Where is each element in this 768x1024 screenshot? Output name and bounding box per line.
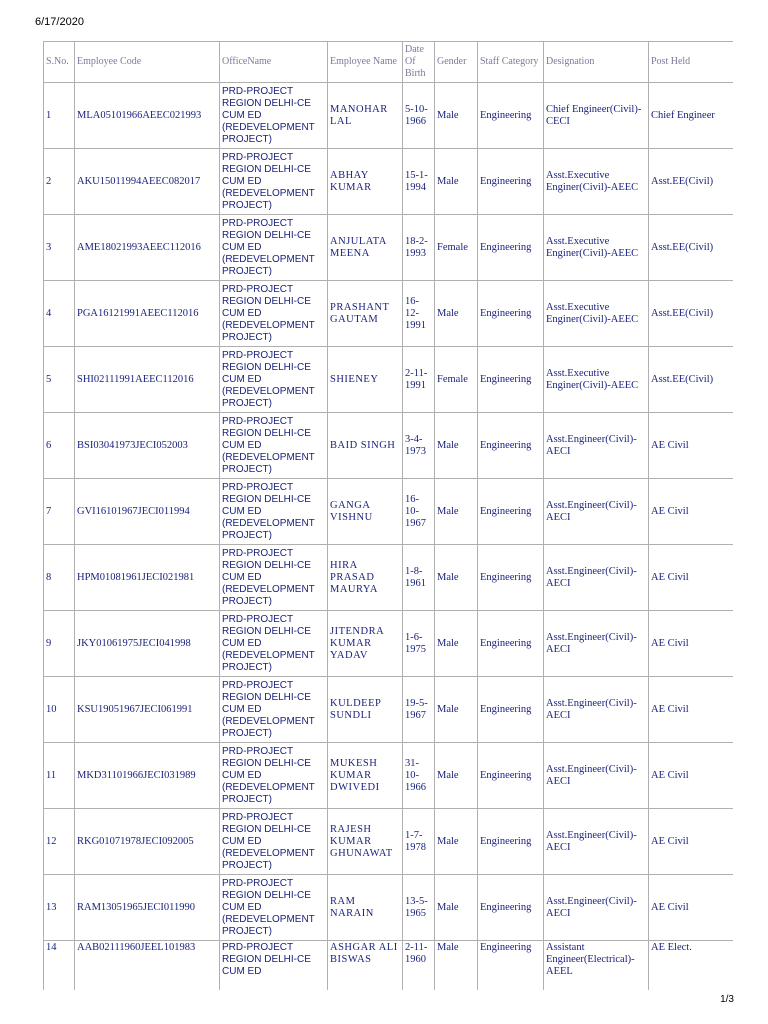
table-cell: 10 [44,677,75,743]
table-cell: PRD-PROJECT REGION DELHI-CE CUM ED (REDEVELOPMENT PROJECT) [220,611,328,677]
table-cell: 13 [44,875,75,941]
table-cell: KSU19051967JECI061991 [75,677,220,743]
table-cell: Male [435,413,478,479]
table-cell: AE Civil [649,479,734,545]
table-cell: Asst.Engineer(Civil)-AECI [544,677,649,743]
table-cell: Asst.Engineer(Civil)-AECI [544,413,649,479]
table-cell: AE Civil [649,743,734,809]
table-cell: 1-7-1978 [403,809,435,875]
table-cell: AE Civil [649,875,734,941]
table-cell: Asst.Executive Enginer(Civil)-AEEC [544,347,649,413]
table-cell: PRD-PROJECT REGION DELHI-CE CUM ED (REDEVELOPMENT PROJECT) [220,281,328,347]
table-cell: SHI02111991AEEC112016 [75,347,220,413]
table-cell: 16-10-1967 [403,479,435,545]
table-cell: 13-5-1965 [403,875,435,941]
table-cell: Engineering [478,809,544,875]
table-row [44,83,734,149]
table-cell: 31-10-1966 [403,743,435,809]
table-cell: JKY01061975JECI041998 [75,611,220,677]
table-cell: AE Civil [649,413,734,479]
table-cell: SHIENEY [328,347,403,413]
table-cell: 6 [44,413,75,479]
table-cell: 2 [44,149,75,215]
column-header: S.No. [44,42,75,83]
table-cell: Asst.EE(Civil) [649,347,734,413]
table-cell: Asst.Engineer(Civil)-AECI [544,809,649,875]
print-date: 6/17/2020 [35,16,84,28]
table-cell: GVI16101967JECI011994 [75,479,220,545]
table-cell: 3-4-1973 [403,413,435,479]
table-cell: Male [435,83,478,149]
table-cell: 14 [44,941,75,991]
table-cell: Engineering [478,347,544,413]
table-cell: PRD-PROJECT REGION DELHI-CE CUM ED (REDEVELOPMENT PROJECT) [220,215,328,281]
table-cell: ABHAY KUMAR [328,149,403,215]
table-cell: PRD-PROJECT REGION DELHI-CE CUM ED (REDEVELOPMENT PROJECT) [220,347,328,413]
table-cell: RAJESH KUMAR GHUNAWAT [328,809,403,875]
column-header: Employee Code [75,42,220,83]
table-row [44,149,734,215]
table-header-row [44,42,734,83]
table-cell: Engineering [478,215,544,281]
table-row [44,347,734,413]
table-cell: Asst.Executive Enginer(Civil)-AEEC [544,281,649,347]
table-cell: Engineering [478,611,544,677]
table-cell: PRD-PROJECT REGION DELHI-CE CUM ED (REDEVELOPMENT PROJECT) [220,479,328,545]
table-cell: PRD-PROJECT REGION DELHI-CE CUM ED (REDEVELOPMENT PROJECT) [220,83,328,149]
table-cell: Male [435,545,478,611]
table-cell: Male [435,611,478,677]
table-cell: Asst.Engineer(Civil)-AECI [544,875,649,941]
table-cell: 7 [44,479,75,545]
table-cell: MKD31101966JECI031989 [75,743,220,809]
table-cell: 1-8-1961 [403,545,435,611]
table-cell: AAB02111960JEEL101983 [75,941,220,991]
table-cell: PRD-PROJECT REGION DELHI-CE CUM ED (REDEVELOPMENT PROJECT) [220,149,328,215]
table-cell: Asst.Executive Enginer(Civil)-AEEC [544,215,649,281]
employee-table [43,41,733,990]
table-cell: Engineering [478,677,544,743]
table-cell: MLA05101966AEEC021993 [75,83,220,149]
table-cell: 5-10-1966 [403,83,435,149]
employee-table-container [43,41,733,990]
table-cell: Male [435,743,478,809]
table-cell: 1-6-1975 [403,611,435,677]
table-cell: 16-12-1991 [403,281,435,347]
column-header: Post Held [649,42,734,83]
table-cell: MUKESH KUMAR DWIVEDI [328,743,403,809]
table-cell: 19-5-1967 [403,677,435,743]
table-cell: Asst.EE(Civil) [649,215,734,281]
table-cell: Female [435,215,478,281]
table-cell: 5 [44,347,75,413]
table-cell: BAID SINGH [328,413,403,479]
table-cell: Female [435,347,478,413]
table-cell: Male [435,149,478,215]
table-row [44,479,734,545]
table-cell: BSI03041973JECI052003 [75,413,220,479]
table-cell: Engineering [478,281,544,347]
table-cell: Asst.Engineer(Civil)-AECI [544,611,649,677]
table-row [44,941,734,991]
table-cell: 3 [44,215,75,281]
table-cell: JITENDRA KUMAR YADAV [328,611,403,677]
table-cell: AME18021993AEEC112016 [75,215,220,281]
table-cell: ANJULATA MEENA [328,215,403,281]
column-header: Employee Name [328,42,403,83]
table-cell: Asst.EE(Civil) [649,281,734,347]
table-cell: PGA16121991AEEC112016 [75,281,220,347]
table-cell: 2-11-1991 [403,347,435,413]
table-cell: PRASHANT GAUTAM [328,281,403,347]
table-cell: Asst.Engineer(Civil)-AECI [544,479,649,545]
table-row [44,677,734,743]
table-cell: Asst.Engineer(Civil)-AECI [544,545,649,611]
table-cell: Engineering [478,479,544,545]
table-cell: Male [435,809,478,875]
table-row [44,413,734,479]
table-cell: Assistant Engineer(Electrical)-AEEL [544,941,649,991]
table-cell: PRD-PROJECT REGION DELHI-CE CUM ED (REDEVELOPMENT PROJECT) [220,743,328,809]
table-cell: HIRA PRASAD MAURYA [328,545,403,611]
column-header: Staff Category [478,42,544,83]
table-row [44,281,734,347]
table-cell: Male [435,941,478,991]
table-cell: 18-2-1993 [403,215,435,281]
table-cell: Engineering [478,875,544,941]
column-header: OfficeName [220,42,328,83]
page-number: 1/3 [720,994,734,1005]
table-cell: PRD-PROJECT REGION DELHI-CE CUM ED (REDEVELOPMENT PROJECT) [220,545,328,611]
table-cell: Male [435,875,478,941]
table-cell: Male [435,677,478,743]
table-cell: AE Civil [649,809,734,875]
table-row [44,215,734,281]
table-cell: 8 [44,545,75,611]
table-cell: Engineering [478,545,544,611]
table-cell: AE Civil [649,677,734,743]
table-row [44,875,734,941]
table-cell: Engineering [478,83,544,149]
table-cell: Engineering [478,941,544,991]
table-cell: AE Elect. [649,941,734,991]
table-cell: 12 [44,809,75,875]
table-cell: PRD-PROJECT REGION DELHI-CE CUM ED [220,941,328,991]
table-cell: Male [435,281,478,347]
table-cell: Engineering [478,149,544,215]
column-header: Gender [435,42,478,83]
table-cell: PRD-PROJECT REGION DELHI-CE CUM ED (REDEVELOPMENT PROJECT) [220,413,328,479]
table-row [44,545,734,611]
table-cell: ASHGAR ALI BISWAS [328,941,403,991]
table-cell: PRD-PROJECT REGION DELHI-CE CUM ED (REDEVELOPMENT PROJECT) [220,875,328,941]
table-cell: Chief Engineer [649,83,734,149]
table-cell: GANGA VISHNU [328,479,403,545]
table-row [44,809,734,875]
table-cell: 11 [44,743,75,809]
table-cell: RAM NARAIN [328,875,403,941]
column-header: Date Of Birth [403,42,435,83]
table-cell: Asst.Engineer(Civil)-AECI [544,743,649,809]
column-header: Designation [544,42,649,83]
table-cell: KULDEEP SUNDLI [328,677,403,743]
table-cell: 9 [44,611,75,677]
table-cell: 2-11-1960 [403,941,435,991]
table-cell: Chief Engineer(Civil)-CECI [544,83,649,149]
table-cell: AE Civil [649,611,734,677]
table-row [44,743,734,809]
table-cell: PRD-PROJECT REGION DELHI-CE CUM ED (REDEVELOPMENT PROJECT) [220,677,328,743]
table-cell: 1 [44,83,75,149]
table-cell: Engineering [478,743,544,809]
table-cell: 4 [44,281,75,347]
table-cell: Male [435,479,478,545]
table-body [44,83,734,991]
table-cell: RAM13051965JECI011990 [75,875,220,941]
table-cell: Engineering [478,413,544,479]
table-cell: AE Civil [649,545,734,611]
table-cell: HPM01081961JECI021981 [75,545,220,611]
table-cell: RKG01071978JECI092005 [75,809,220,875]
table-cell: Asst.Executive Enginer(Civil)-AEEC [544,149,649,215]
table-cell: PRD-PROJECT REGION DELHI-CE CUM ED (REDEVELOPMENT PROJECT) [220,809,328,875]
table-cell: MANOHAR LAL [328,83,403,149]
table-cell: 15-1-1994 [403,149,435,215]
table-cell: AKU15011994AEEC082017 [75,149,220,215]
table-cell: Asst.EE(Civil) [649,149,734,215]
table-row [44,611,734,677]
